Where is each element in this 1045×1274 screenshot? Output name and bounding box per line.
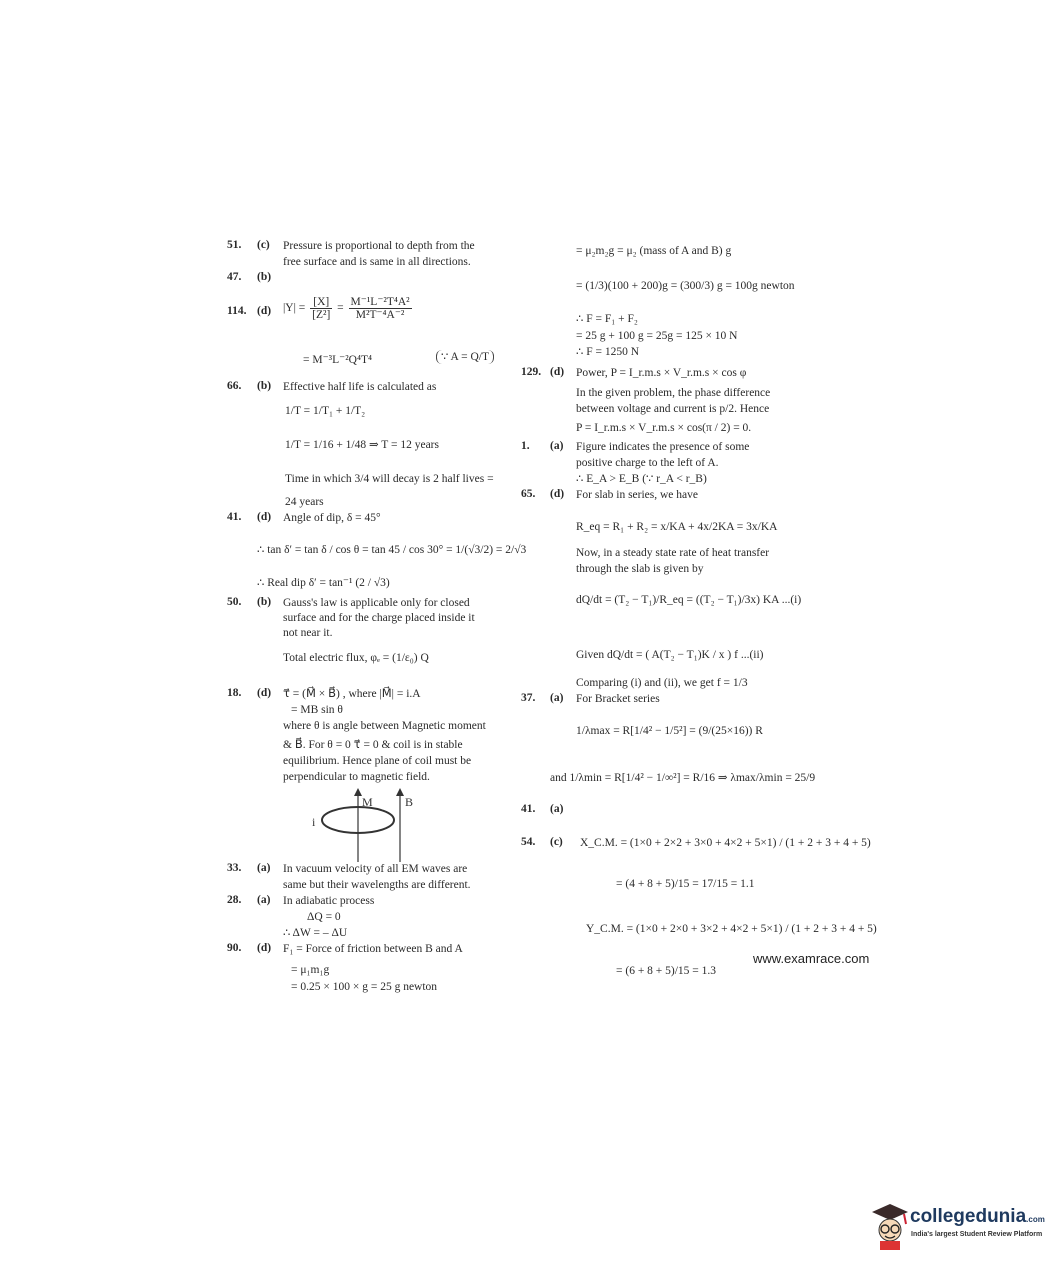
q37-eq1: 1/λmax = R[1/4² − 1/5²] = (9/(25×16)) R <box>576 725 763 737</box>
q54-option: (c) <box>550 836 563 848</box>
q1-line2: positive charge to the left of A. <box>576 457 719 469</box>
q28-line3: ∴ ΔW = – ΔU <box>283 927 348 939</box>
q129-line2: In the given problem, the phase difference <box>576 387 771 399</box>
q37-number: 37. <box>521 692 536 704</box>
fig-label-i: i <box>312 815 316 829</box>
q28-option: (a) <box>257 894 271 906</box>
q50-line2: surface and for the charge placed inside it <box>283 612 475 624</box>
q90-cont1: = μ₂m₂g = μ₂ (mass of A and B) g <box>576 245 732 257</box>
q90-number: 90. <box>227 942 242 954</box>
q66-number: 66. <box>227 380 242 392</box>
q65-line3: through the slab is given by <box>576 563 704 575</box>
q18-option: (d) <box>257 687 272 699</box>
q66-option: (b) <box>257 380 272 392</box>
q41-number: 41. <box>227 511 242 523</box>
q18-line6: perpendicular to magnetic field. <box>283 771 430 783</box>
q41-option: (d) <box>257 511 272 523</box>
q129-line4: P = I_r.m.s × V_r.m.s × cos(π / 2) = 0. <box>576 422 752 434</box>
q90-cont3: ∴ F = F₁ + F₂ <box>576 313 638 325</box>
q37-line1: For Bracket series <box>576 693 660 705</box>
q90-cont5: ∴ F = 1250 N <box>576 346 640 358</box>
q114-equation: |Y| = $\frac{[X]}{\text{[Z²]}}$ = $\frac{\text{M⁻¹L⁻²T⁴A²}}{\text{M²T⁻⁴A⁻²}}$ <box>283 296 410 321</box>
collegedunia-logo <box>870 1198 1045 1258</box>
examrace-watermark: www.examrace.com <box>753 951 870 966</box>
q41b-option: (a) <box>550 803 564 815</box>
fig-label-M: M <box>362 795 373 809</box>
q90-line3: = 0.25 × 100 × g = 25 g newton <box>291 981 438 993</box>
q65-eq2: dQ/dt = (T₂ − T₁)/R_eq = ((T₂ − T₁)/3x) KA ...(i) <box>576 594 802 606</box>
q54-eq3: Y_C.M. = (1×0 + 2×0 + 3×2 + 4×2 + 5×1) / (1 + 2 + 3 + 4 + 5) <box>586 923 877 935</box>
q1-line1: Figure indicates the presence of some <box>576 441 750 453</box>
q66-eq3: Time in which 3/4 will decay is 2 half lives = <box>285 473 494 485</box>
q1-option: (a) <box>550 440 564 452</box>
q33-option: (a) <box>257 862 271 874</box>
q66-eq1: 1/T = 1/T₁ + 1/T₂ <box>285 405 366 417</box>
q114-number: 114. <box>227 305 247 317</box>
q18-line3: where θ is angle between Magnetic moment <box>283 720 486 732</box>
q66-line1: Effective half life is calculated as <box>283 381 437 393</box>
q65-option: (d) <box>550 488 565 500</box>
q90-cont4: = 25 g + 100 g = 25g = 125 × 10 N <box>576 330 738 342</box>
q65-line1: For slab in series, we have <box>576 489 698 501</box>
q129-number: 129. <box>521 366 542 378</box>
q18-line4: & B⃗. For θ = 0 τ⃗ = 0 & coil is in stable <box>283 739 463 751</box>
q50-option: (b) <box>257 596 272 608</box>
q33-line1: In vacuum velocity of all EM waves are <box>283 863 468 875</box>
logo-wordmark: collegedunia.com <box>910 1206 1045 1227</box>
q41-line1: Angle of dip, δ = 45° <box>283 512 381 524</box>
q41-eq1: ∴ tan δ′ = tan δ / cos θ = tan 45 / cos 30° = 1/(√3/2) = 2/√3 <box>257 544 527 556</box>
q18-line5: equilibrium. Hence plane of coil must be <box>283 755 472 767</box>
q90-line2: = μ₁m₁g <box>291 964 330 976</box>
q90-line1: F₁ = Force of friction between B and A <box>283 943 463 955</box>
q51-number: 51. <box>227 239 242 251</box>
q28-number: 28. <box>227 894 242 906</box>
q90-cont2: = (1/3)(100 + 200)g = (300/3) g = 100g newton <box>576 280 795 292</box>
q41-eq2: ∴ Real dip δ′ = tan⁻¹ (2 / √3) <box>257 577 390 589</box>
q54-eq2: = (4 + 8 + 5)/15 = 17/15 = 1.1 <box>616 878 755 890</box>
q129-option: (d) <box>550 366 565 378</box>
q65-number: 65. <box>521 488 536 500</box>
q50-line4: Total electric flux, φₑ = (1/ε₀) Q <box>283 652 429 664</box>
q1-line3: ∴ E_A > E_B (∵ r_A < r_B) <box>576 473 707 485</box>
fig-label-B: B <box>405 795 414 809</box>
q47-option: (b) <box>257 271 272 283</box>
q1-number: 1. <box>521 440 530 452</box>
q51-line2: free surface and is same in all directions. <box>283 256 471 268</box>
q47-number: 47. <box>227 271 242 283</box>
q129-line3: between voltage and current is p/2. Hence <box>576 403 770 415</box>
coil-diagram <box>308 786 418 864</box>
q18-line2: = MB sin θ <box>291 704 343 716</box>
q18-number: 18. <box>227 687 242 699</box>
q65-eq3: Given dQ/dt = ( A(T₂ − T₁)K / x ) f ...(ii) <box>576 649 764 661</box>
q28-line2: ΔQ = 0 <box>307 911 341 923</box>
q66-eq4: 24 years <box>285 496 324 508</box>
q50-line3: not near it. <box>283 627 333 639</box>
q50-number: 50. <box>227 596 242 608</box>
q54-eq4: = (6 + 8 + 5)/15 = 1.3 <box>616 965 717 977</box>
logo-tagline: India's largest Student Review Platform <box>911 1231 1043 1238</box>
q33-number: 33. <box>227 862 242 874</box>
q51-line1: Pressure is proportional to depth from the <box>283 240 475 252</box>
q65-line2: Now, in a steady state rate of heat transfer <box>576 547 770 559</box>
q65-eq1: R_eq = R₁ + R₂ = x/KA + 4x/2KA = 3x/KA <box>576 521 778 533</box>
q65-line4: Comparing (i) and (ii), we get f = 1/3 <box>576 677 748 689</box>
q37-option: (a) <box>550 692 564 704</box>
q33-line2: same but their wavelengths are different. <box>283 879 471 891</box>
q37-eq2: and 1/λmin = R[1/4² − 1/∞²] = R/16 ⇒ λmax/λmin = 25/9 <box>550 772 816 784</box>
q66-eq2: 1/T = 1/16 + 1/48 ⇒ T = 12 years <box>285 439 439 451</box>
q28-line1: In adiabatic process <box>283 895 375 907</box>
q51-option: (c) <box>257 239 270 251</box>
q114-line2: = M⁻³L⁻²Q⁴T⁴ <box>303 354 372 366</box>
q114-note: ∵ A = Q/T <box>436 350 494 364</box>
q129-line1: Power, P = I_r.m.s × V_r.m.s × cos φ <box>576 367 747 379</box>
mascot-icon <box>870 1202 910 1252</box>
q18-line1: τ⃗ = (M⃗ × B⃗) , where |M⃗| = i.A <box>283 688 421 700</box>
q114-option: (d) <box>257 305 272 317</box>
q54-number: 54. <box>521 836 536 848</box>
q50-line1: Gauss's law is applicable only for closed <box>283 597 470 609</box>
q54-eq1: X_C.M. = (1×0 + 2×2 + 3×0 + 4×2 + 5×1) / (1 + 2 + 3 + 4 + 5) <box>580 837 871 849</box>
q90-option: (d) <box>257 942 272 954</box>
q41b-number: 41. <box>521 803 536 815</box>
